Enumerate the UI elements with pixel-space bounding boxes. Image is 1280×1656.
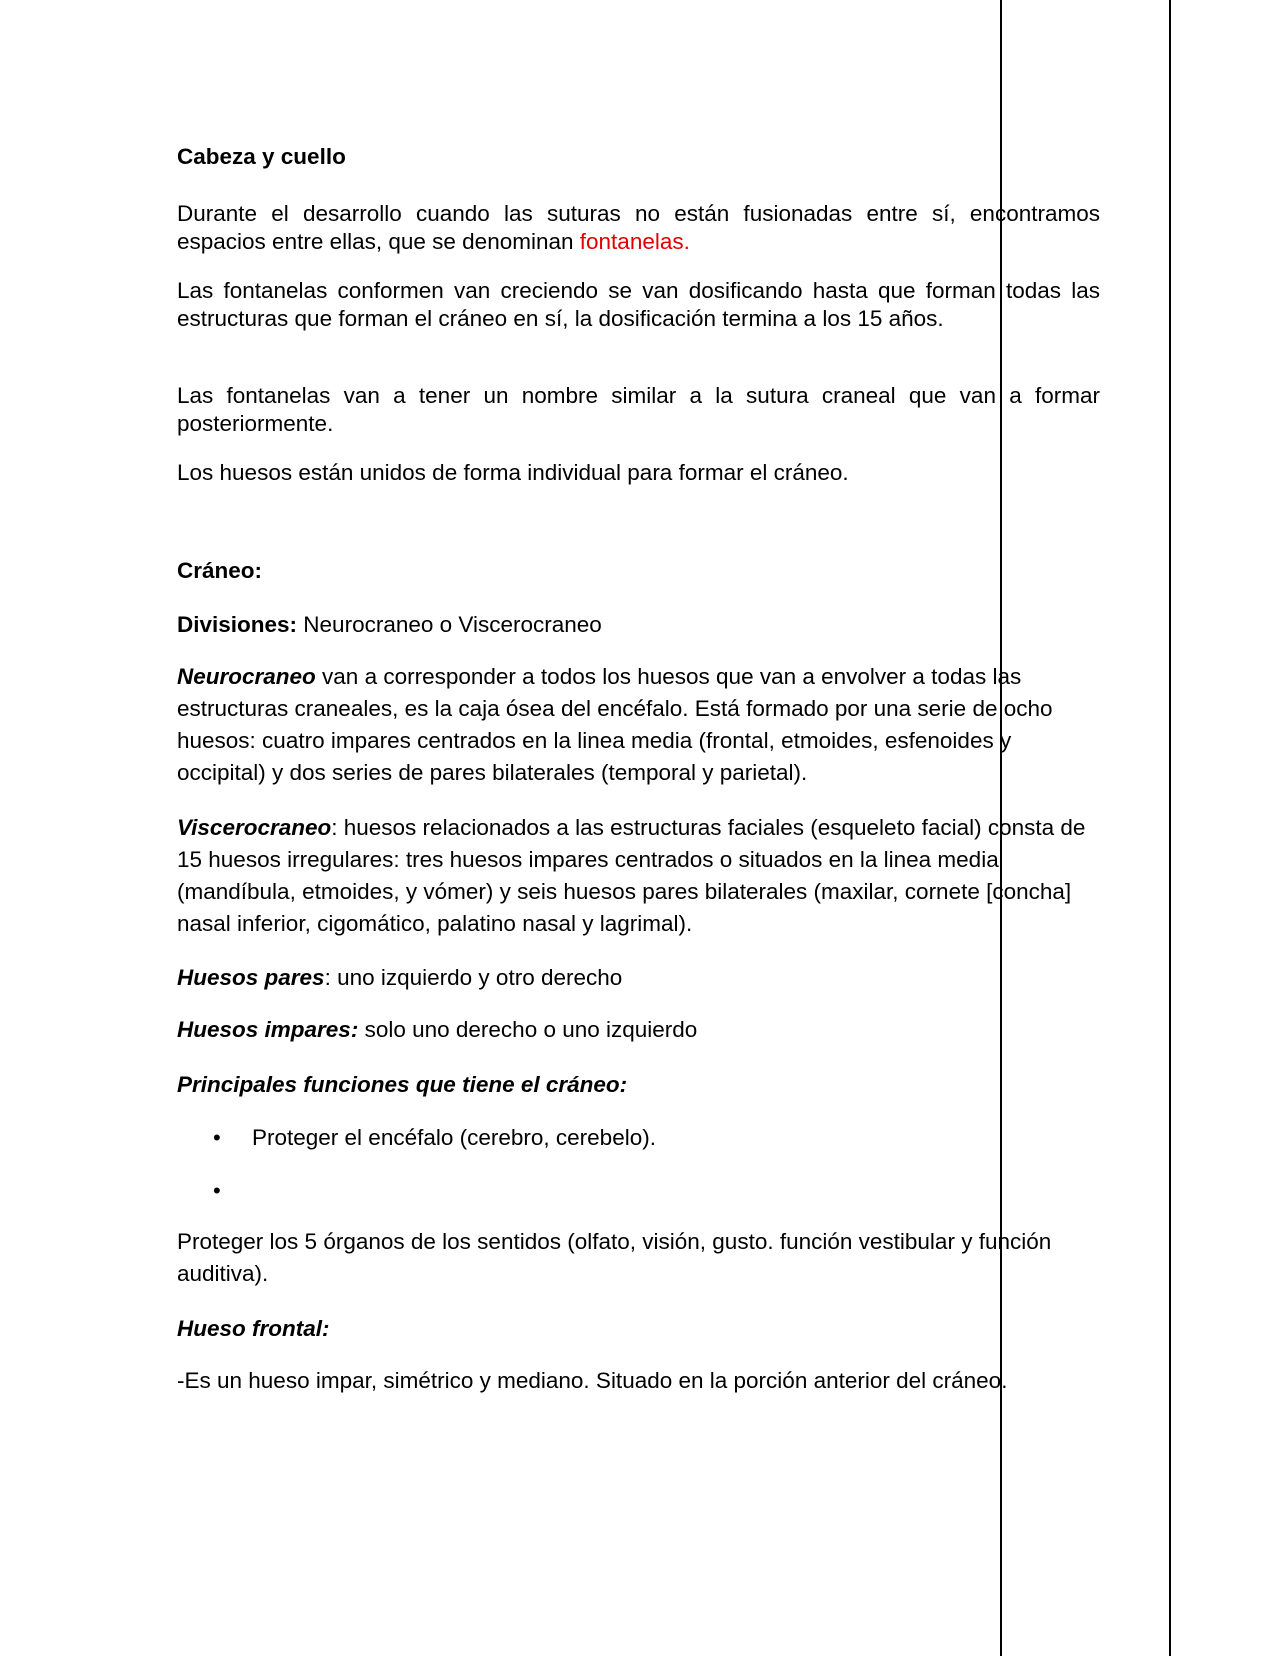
page-title: Cabeza y cuello <box>177 144 346 169</box>
intro-paragraph-4: Los huesos están unidos de forma individual para formar el cráneo. <box>177 460 849 485</box>
hueso-frontal-heading: Hueso frontal: <box>177 1316 330 1341</box>
huesos-pares-label: Huesos pares <box>177 965 325 990</box>
divisiones-label: Divisiones: <box>177 612 298 637</box>
huesos-impares-text: solo uno derecho o uno izquierdo <box>358 1017 698 1042</box>
intro-paragraph-2: Las fontanelas conformen van creciendo se van dosificando hasta que forman todas las estructuras que forman el cráneo en sí, la dosificación termina a los 15 años. <box>177 278 1100 331</box>
intro-paragraph-1 <box>177 200 1100 256</box>
vertical-rule-right <box>1169 0 1171 1656</box>
neurocraneo-label: Neurocraneo <box>177 664 316 689</box>
divisiones-text: Neurocraneo o Viscerocraneo <box>297 612 602 637</box>
intro-paragraph-1-text: Durante el desarrollo cuando las suturas no están fusionadas entre sí, encontramos espacios entre ellas, que se denominan <box>177 201 1100 254</box>
bullet-2: • <box>213 1178 221 1203</box>
huesos-impares-label: Huesos impares: <box>177 1017 359 1042</box>
viscerocraneo-text: : huesos relacionados a las estructuras faciales (esqueleto facial) consta de 15 huesos irregulares: tres huesos impares centrados o situados en la linea media (mandíbula, etmoides, y vómer) y seis huesos pares bilaterales (maxilar, cornete [concha] nasal inferior, cigomático, palatino nasal y lagrimal). <box>177 815 1086 936</box>
intro-paragraph-3: Las fontanelas van a tener un nombre similar a la sutura craneal que van a formar posteriormente. <box>177 383 1100 436</box>
viscerocraneo-label: Viscerocraneo <box>177 815 332 840</box>
neurocraneo-text: van a corresponder a todos los huesos que van a envolver a todas las estructuras craneales, es la caja ósea del encéfalo. Está formado por una serie de ocho huesos: cuatro impares centrados en la linea media (frontal, etmoides, esfenoides y occipital) y dos series de pares bilaterales (temporal y parietal). <box>177 664 1053 785</box>
huesos-pares-line <box>177 962 1100 994</box>
huesos-impares-line <box>177 1014 1100 1046</box>
funciones-heading: Principales funciones que tiene el cráneo: <box>177 1072 628 1097</box>
list-item <box>177 1122 1100 1154</box>
fontanelas-highlight: fontanelas. <box>579 229 690 254</box>
viscerocraneo-paragraph <box>177 812 1100 940</box>
bullet-1-text: Proteger el encéfalo (cerebro, cerebelo). <box>252 1125 656 1150</box>
hueso-frontal-text: -Es un hueso impar, simétrico y mediano. Situado en la porción anterior del cráneo. <box>177 1368 1008 1393</box>
divisiones-line <box>177 609 1100 641</box>
craneo-heading: Cráneo: <box>177 558 263 583</box>
neurocraneo-paragraph <box>177 661 1100 789</box>
sentidos-paragraph: Proteger los 5 órganos de los sentidos (olfato, visión, gusto. función vestibular y función auditiva). <box>177 1229 1052 1286</box>
bullet-1: • <box>213 1125 221 1150</box>
huesos-pares-text: : uno izquierdo y otro derecho <box>324 965 623 990</box>
list-item-empty <box>177 1175 1100 1207</box>
